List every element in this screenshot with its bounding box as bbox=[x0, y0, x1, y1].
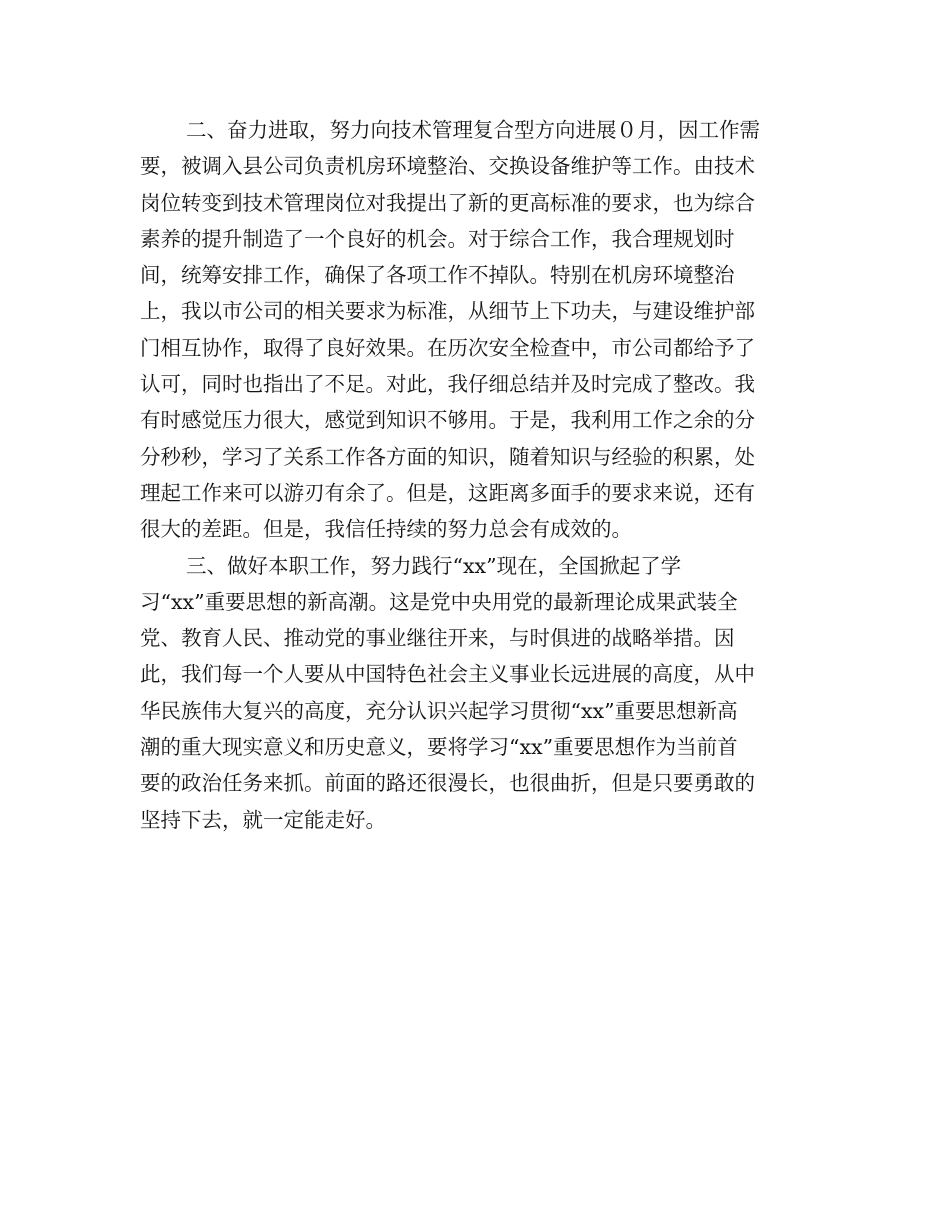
paragraph-line: 华民族伟大复兴的高度，充分认识兴起学习贯彻“xx”重要思想新高 bbox=[140, 698, 738, 723]
paragraph-line: 素养的提升制造了一个良好的机会。对于综合工作，我合理规划时 bbox=[140, 226, 735, 251]
paragraph-line: 很大的差距。但是，我信任持续的努力总会有成效的。 bbox=[140, 517, 632, 542]
paragraph-line: 党、教育人民、推动党的事业继往开来，与时俱进的战略举措。因 bbox=[140, 626, 735, 651]
paragraph-line: 认可，同时也指出了不足。对此，我仔细总结并及时完成了整改。我 bbox=[140, 372, 755, 397]
paragraph-line: 岗位转变到技术管理岗位对我提出了新的更高标准的要求，也为综合 bbox=[140, 190, 755, 215]
paragraph-line: 门相互协作，取得了良好效果。在历次安全检查中，市公司都给予了 bbox=[140, 335, 755, 360]
paragraph-line: 上，我以市公司的相关要求为标准，从细节上下功夫，与建设维护部 bbox=[140, 299, 755, 324]
paragraph-line: 坚持下去，就一定能走好。 bbox=[140, 807, 386, 832]
paragraph-line: 此，我们每一个人要从中国特色社会主义事业长远进展的高度，从中 bbox=[140, 662, 755, 687]
paragraph-line: 三、做好本职工作，努力践行“xx”现在，全国掀起了学 bbox=[186, 553, 682, 578]
paragraph-line: 二、奋力进取，努力向技术管理复合型方向进展０月，因工作需 bbox=[186, 118, 760, 142]
paragraph-line: 分秒秒，学习了关系工作各方面的知识，随着知识与经验的积累，处 bbox=[140, 444, 755, 469]
document-body bbox=[140, 112, 800, 838]
paragraph-line: 有时感觉压力很大，感觉到知识不够用。于是，我利用工作之余的分 bbox=[140, 408, 755, 433]
paragraph-3 bbox=[140, 548, 800, 838]
paragraph-line: 要的政治任务来抓。前面的路还很漫长，也很曲折，但是只要勇敢的 bbox=[140, 771, 755, 796]
paragraph-2 bbox=[140, 112, 800, 548]
paragraph-line: 习“xx”重要思想的新高潮。这是党中央用党的最新理论成果武装全 bbox=[140, 589, 738, 614]
paragraph-line: 间，统筹安排工作，确保了各项工作不掉队。特别在机房环境整治 bbox=[140, 263, 735, 288]
paragraph-line: 潮的重大现实意义和历史意义，要将学习“xx”重要思想作为当前首 bbox=[140, 735, 738, 760]
paragraph-line: 理起工作来可以游刃有余了。但是，这距离多面手的要求来说，还有 bbox=[140, 480, 755, 505]
paragraph-line: 要，被调入县公司负责机房环境整治、交换设备维护等工作。由技术 bbox=[140, 154, 755, 179]
